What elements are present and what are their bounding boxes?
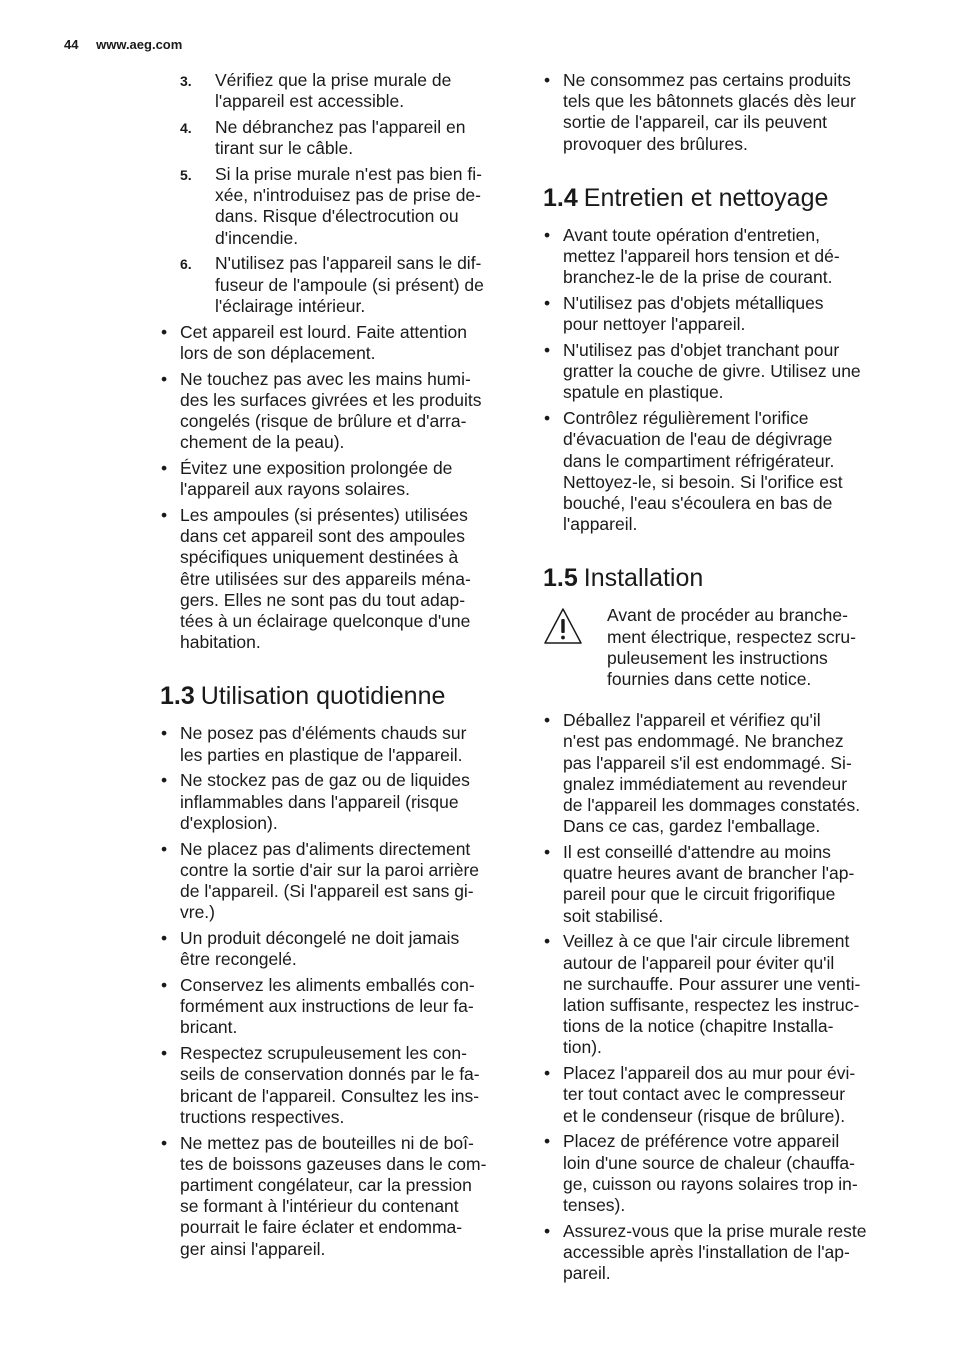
numbered-item [180,70,515,112]
bullet-list [543,225,898,536]
text-line: N'utilisez pas d'objet tranchant pour [563,340,840,361]
text-line: gnalez immédiatement au revendeur [563,773,848,794]
section-number: 1.4 [543,183,578,212]
text-line: fuseur de l'ampoule (si présent) de [215,274,484,295]
text-line: pourrait le faire éclater et endomma- [180,1217,463,1238]
text-line: des les surfaces givrées et les produits [180,389,482,410]
list-item [543,842,898,927]
text-line: Ne placez pas d'aliments directement [180,838,471,859]
text-line: gers. Elles ne sont pas du tout adap- [180,589,466,610]
text-line: soit stabilisé. [563,905,664,926]
text-line: Ne débranchez pas l'appareil en [215,117,466,137]
text-line: être utilisées sur des appareils ména- [180,568,471,589]
text-line: Assurez-vous que la prise murale reste [563,1220,867,1241]
text-line: Ne stockez pas de gaz ou de liquides [180,770,470,791]
bullet-icon: • [161,458,168,479]
text-line: pareil. [563,1263,611,1284]
bullet-icon: • [161,838,168,859]
text-line: se formant à l'intérieur du contenant [180,1196,459,1217]
text-line: loin d'une source de chaleur (chauffa- [563,1152,855,1173]
list-item [543,1131,898,1216]
text-line: d'explosion). [180,812,278,833]
list-item [160,369,515,454]
text-line: Si la prise murale n'est pas bien fi- [215,164,482,184]
text-line: lation suffisante, respectez les instruc- [563,995,860,1016]
bullet-icon: • [544,340,551,361]
text-line: d'évacuation de l'eau de dégivrage [563,429,833,450]
bullet-icon: • [544,1220,551,1241]
list-item [543,70,898,155]
text-line: Contrôlez régulièrement l'orifice [563,408,809,429]
text-line: xée, n'introduisez pas de prise de- [215,185,481,206]
text-line: Évitez une exposition prolongée de [180,458,453,479]
list-item [160,839,515,924]
left-column [160,70,515,1264]
text-line: ger ainsi l'appareil. [180,1238,326,1259]
bullet-icon: • [544,710,551,731]
text-line: mettez l'appareil hors tension et dé- [563,246,840,267]
text-line: fournies dans cette notice. [607,669,812,690]
text-line: chement de la peau). [180,432,345,453]
list-item [543,1221,898,1285]
text-line: de l'appareil. (Si l'appareil est sans gi- [180,881,474,902]
bullet-icon: • [544,842,551,863]
bullet-icon: • [544,408,551,429]
text-line: Ne posez pas d'éléments chauds sur [180,723,467,744]
list-item [160,505,515,653]
item-number: 5. [180,167,192,183]
text-line: Ne touchez pas avec les mains humi- [180,368,471,389]
section-title: Entretien et nettoyage [583,183,829,212]
bullet-list [543,710,898,1284]
bullet-list [160,723,515,1259]
text-line: puleusement les instructions [607,647,828,668]
text-line: partiment congélateur, car la pression [180,1175,472,1196]
bullet-icon: • [161,505,168,526]
text-line: quatre heures avant de brancher l'ap- [563,863,855,884]
bullet-icon: • [544,931,551,952]
text-line: N'utilisez pas l'appareil sans le dif- [215,253,482,274]
list-item [160,322,515,364]
text-line: sortie de l'appareil, car ils peuvent [563,112,828,133]
text-line: spatule en plastique. [563,382,724,403]
text-line: dans cet appareil sont des ampoules [180,526,466,547]
text-line: Dans ce cas, gardez l'emballage. [563,816,821,837]
text-line: ter tout contact avec le compresseur [563,1084,846,1105]
text-line: Un produit décongelé ne doit jamais [180,928,460,949]
bullet-icon: • [161,928,168,949]
text-line: tels que les bâtonnets glacés dès leur [563,91,856,112]
text-line: accessible après l'installation de l'ap- [563,1242,850,1263]
bullet-list [160,322,515,654]
text-line: tirant sur le câble. [215,138,354,159]
text-line: bouché, l'eau s'écoulera en bas de [563,493,833,514]
text-line: tées à un éclairage quelconque d'une [180,611,471,632]
bullet-icon: • [161,770,168,791]
bullet-icon: • [544,224,551,245]
text-line: pas l'appareil s'il est endommagé. Si- [563,752,852,773]
section-number: 1.3 [160,682,195,711]
bullet-icon: • [161,1043,168,1064]
text-line: d'incendie. [215,227,299,248]
text-line: Ne consommez pas certains produits [563,70,851,90]
text-line: ment électrique, respectez scru- [607,626,856,647]
section-heading-1-5 [543,563,898,593]
text-line: branchez-le de la prise de courant. [563,267,833,288]
text-line: les parties en plastique de l'appareil. [180,744,463,765]
text-line: pour nettoyer l'appareil. [563,314,746,335]
text-line: tions de la notice (chapitre Installa- [563,1016,834,1037]
item-number: 3. [180,73,192,89]
text-line: spécifiques uniquement destinées à [180,547,459,568]
page-header [64,37,182,52]
text-line: habitation. [180,632,261,653]
list-item [543,293,898,335]
text-line: N'utilisez pas d'objets métalliques [563,293,824,314]
text-line: seils de conservation donnés par le fa- [180,1064,480,1085]
site-url: www.aeg.com [96,37,183,52]
text-line: tenses). [563,1195,626,1216]
list-item [160,1133,515,1260]
text-line: l'appareil. [563,514,638,535]
section-heading-1-4 [543,183,898,213]
warning-triangle-icon [543,605,607,650]
text-line: bricant de l'appareil. Consultez les ins- [180,1085,480,1106]
text-line: formément aux instructions de leur fa- [180,996,474,1017]
text-line: provoquer des brûlures. [563,133,748,154]
list-item [160,975,515,1039]
text-line: et le condenseur (risque de brûlure). [563,1105,846,1126]
bullet-icon: • [161,1132,168,1153]
item-number: 4. [180,120,192,136]
text-line: ge, cuisson ou rayons solaires trop in- [563,1173,858,1194]
text-line: de l'appareil les dommages constatés. [563,795,861,816]
bullet-icon: • [544,1063,551,1084]
bullet-icon: • [544,293,551,314]
bullet-icon: • [161,321,168,342]
text-line: Il est conseillé d'attendre au moins [563,842,831,863]
list-item [160,723,515,765]
section-title: Utilisation quotidienne [200,682,446,711]
text-line: Veillez à ce que l'air circule librement [563,931,850,952]
bullet-icon: • [544,70,551,90]
right-column [543,70,898,1289]
text-line: contre la sortie d'air sur la paroi arrière [180,859,480,880]
list-item [543,340,898,404]
text-line: tion). [563,1037,602,1058]
section-number: 1.5 [543,564,578,593]
bullet-icon: • [544,1131,551,1152]
list-item [543,408,898,535]
text-line: l'éclairage intérieur. [215,295,366,316]
list-item [543,931,898,1058]
text-line: lors de son déplacement. [180,342,376,363]
text-line: Placez de préférence votre appareil [563,1131,840,1152]
text-line: l'appareil aux rayons solaires. [180,479,410,500]
text-line: Conservez les aliments emballés con- [180,975,475,996]
bullet-icon: • [161,723,168,744]
bullet-list [543,70,898,155]
text-line: Placez l'appareil dos au mur pour évi- [563,1063,856,1084]
list-item [543,225,898,289]
text-line: pareil pour que le circuit frigorifique [563,884,836,905]
text-line: dans. Risque d'électrocution ou [215,206,459,227]
text-line: être recongelé. [180,949,297,970]
numbered-item [180,164,515,249]
text-line: inflammables dans l'appareil (risque [180,791,459,812]
page-number: 44 [64,37,79,52]
text-line: dans le compartiment réfrigérateur. [563,450,835,471]
numbered-item [180,253,515,317]
text-line: gratter la couche de givre. Utilisez une [563,361,861,382]
warning-box [543,605,898,690]
item-number: 6. [180,256,192,273]
text-line: Vérifiez que la prise murale de [215,70,452,90]
text-line: autour de l'appareil pour éviter qu'il [563,952,835,973]
text-line: Avant de procéder au branche- [607,605,848,626]
text-line: Avant toute opération d'entretien, [563,224,820,245]
bullet-icon: • [161,975,168,996]
text-line: congelés (risque de brûlure et d'arra- [180,411,467,432]
text-line: Respectez scrupuleusement les con- [180,1043,467,1064]
text-line: Cet appareil est lourd. Faite attention [180,321,467,342]
bullet-icon: • [161,368,168,389]
text-line: Nettoyez-le, si besoin. Si l'orifice est [563,471,843,492]
text-line: l'appareil est accessible. [215,91,405,112]
section-title: Installation [583,564,704,593]
text-line: Ne mettez pas de bouteilles ni de boî- [180,1132,474,1153]
list-item [160,770,515,834]
text-line: Les ampoules (si présentes) utilisées [180,505,468,526]
warning-text [607,605,898,690]
text-line: tructions respectives. [180,1106,345,1127]
list-item [160,458,515,500]
section-heading-1-3 [160,681,515,711]
text-line: ne surchauffe. Pour assurer une venti- [563,973,861,994]
list-item [543,710,898,837]
numbered-item [180,117,515,159]
list-item [160,928,515,970]
list-item [543,1063,898,1127]
text-line: vre.) [180,902,215,923]
text-line: bricant. [180,1017,238,1038]
numbered-list [180,70,515,317]
text-line: tes de boissons gazeuses dans le com- [180,1153,487,1174]
text-line: n'est pas endommagé. Ne branchez [563,731,844,752]
text-line: Déballez l'appareil et vérifiez qu'il [563,710,821,731]
list-item [160,1043,515,1128]
